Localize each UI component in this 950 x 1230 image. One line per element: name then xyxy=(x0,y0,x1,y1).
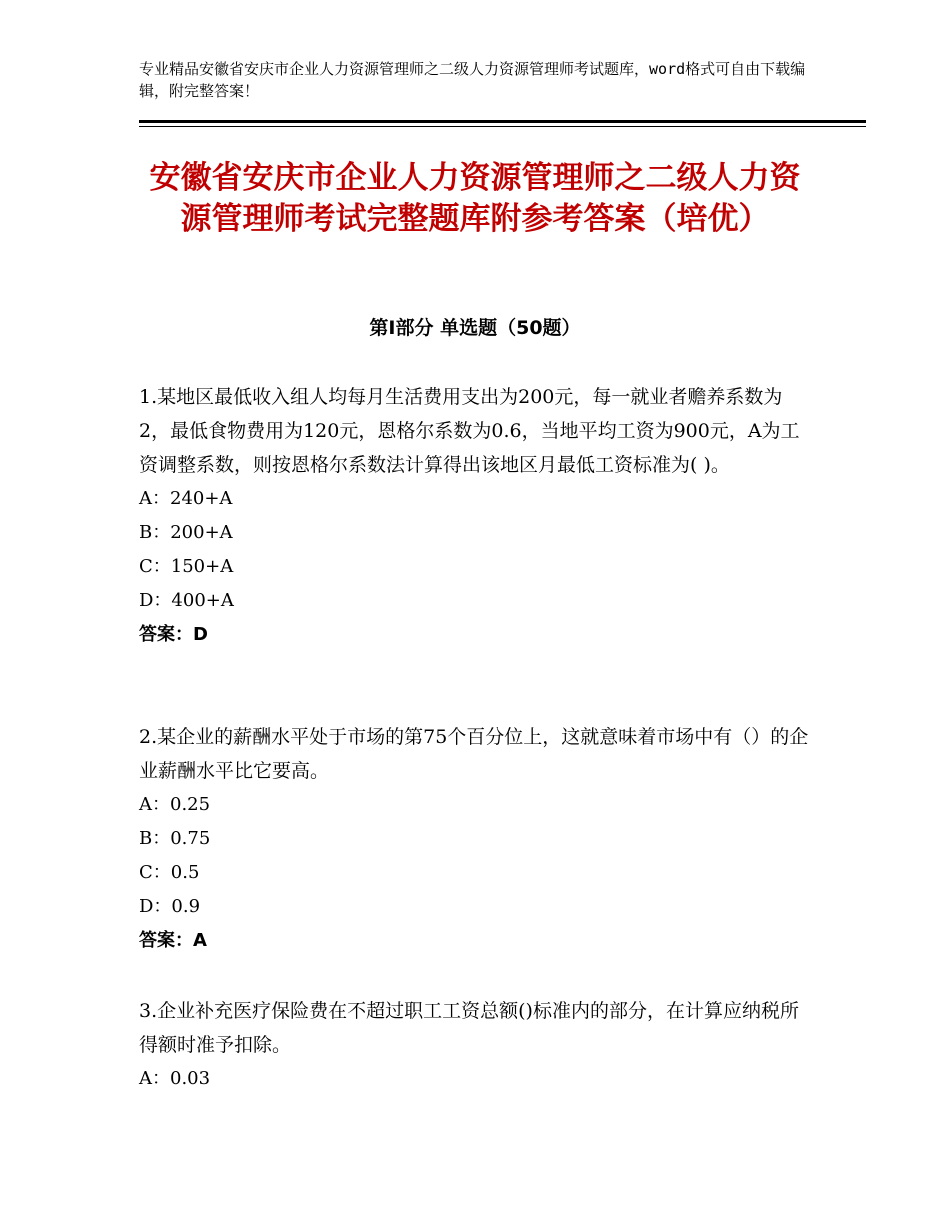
question-text: 2.某企业的薪酬水平处于市场的第75个百分位上，这就意味着市场中有（）的企业薪酬水平比它要高。 xyxy=(139,726,809,782)
answer: 答案：D xyxy=(139,624,208,645)
question-text: 1.某地区最低收入组人均每月生活费用支出为200元，每一就业者赡养系数为2，最低食物费用为120元，恩格尔系数为0.6，当地平均工资为900元，A为工资调整系数，则按恩格尔系数法计算得出该地区月最低工资标准为( )。 xyxy=(139,386,800,476)
document-title: 安徽省安庆市企业人力资源管理师之二级人力资源管理师考试完整题库附参考答案（培优） xyxy=(149,160,801,237)
header-note: 专业精品安徽省安庆市企业人力资源管理师之二级人力资源管理师考试题库，word格式可自由下载编辑，附完整答案！ xyxy=(139,60,806,100)
header-rule-thin xyxy=(139,126,866,127)
question-text: 3.企业补充医疗保险费在不超过职工工资总额()标准内的部分，在计算应纳税所得额时准予扣除。 xyxy=(139,1000,799,1056)
option-d: D：0.9 xyxy=(139,896,201,917)
question-3 xyxy=(139,994,811,1096)
answer: 答案：A xyxy=(139,930,207,951)
option-a: A：0.03 xyxy=(139,1068,211,1089)
option-a: A：0.25 xyxy=(139,794,211,815)
option-a: A：240+A xyxy=(139,488,233,509)
question-2 xyxy=(139,720,811,958)
header-rule-thick xyxy=(139,120,866,123)
option-b: B：0.75 xyxy=(139,828,211,849)
option-c: C：0.5 xyxy=(139,862,200,883)
option-b: B：200+A xyxy=(139,522,233,543)
option-c: C：150+A xyxy=(139,556,234,577)
section-heading: 第Ⅰ部分 单选题（50题） xyxy=(369,317,581,339)
option-d: D：400+A xyxy=(139,590,234,611)
question-1 xyxy=(139,380,811,652)
